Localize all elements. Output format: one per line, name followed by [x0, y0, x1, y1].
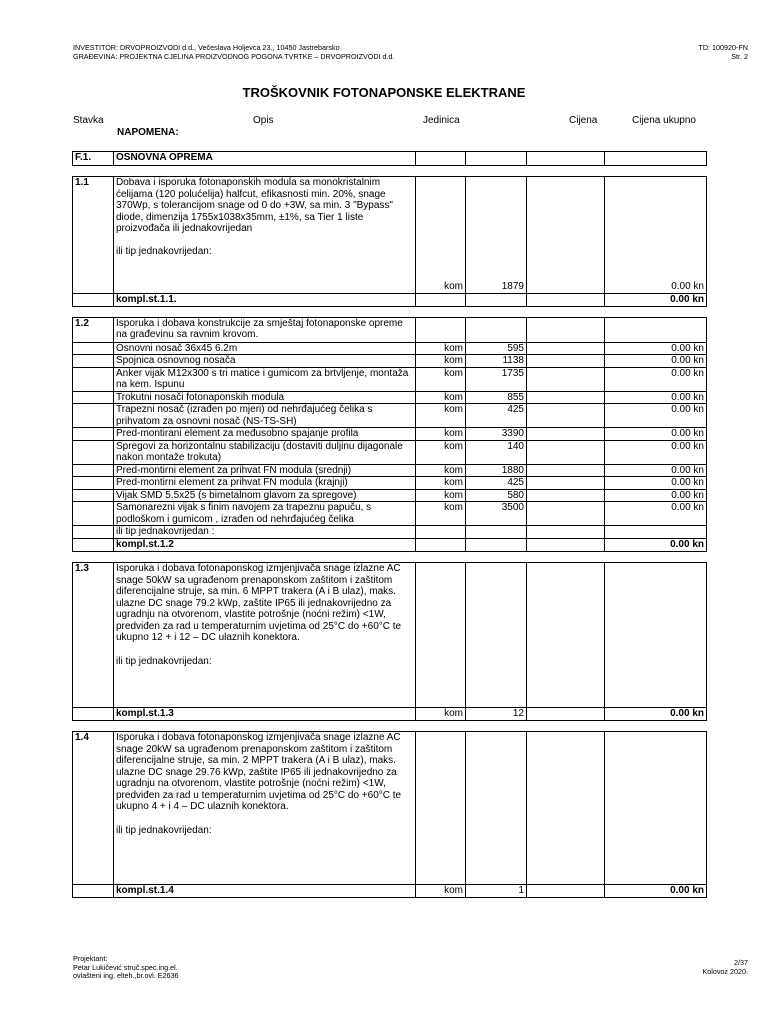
item-qty-row [73, 281, 707, 293]
qty-cell: 855 [466, 391, 527, 404]
sum-label: kompl.st.1.4 [114, 885, 416, 898]
item-alt: ili tip jednakovrijedan : [114, 526, 416, 539]
price-cell [527, 404, 605, 428]
item-row [73, 732, 707, 885]
item-subrow [73, 391, 707, 404]
price-cell [527, 355, 605, 368]
sum-total: 0.00 kn [605, 539, 707, 552]
footer-date: Kolovoz 2020. [702, 966, 748, 976]
footer-designer-name: Petar Lukičević struč.spec.ing.el. [73, 962, 178, 972]
item-alt: ili tip jednakovrijedan: [116, 245, 212, 257]
qty-cell: 140 [466, 440, 527, 464]
alt-row [73, 526, 707, 539]
item-subrow [73, 404, 707, 428]
footer-page-count: 2/37 [734, 958, 748, 967]
total-cell: 0.00 kn [605, 477, 707, 490]
qty-cell: 1735 [466, 367, 527, 391]
total-cell: 0.00 kn [605, 355, 707, 368]
sum-row [73, 708, 707, 721]
code-cell [73, 428, 114, 441]
unit-cell: kom [416, 502, 466, 526]
price-cell [527, 464, 605, 477]
qty-cell: 580 [466, 489, 527, 502]
footer-designer-license: ovlašteni ing. elteh.,br.ovl. E2636 [73, 971, 179, 980]
header-investor: INVESTITOR: DRVOPROIZVODI d.d., Večeslava Holjevca 23., 10450 Jastrebarsko [73, 43, 340, 52]
item-row [73, 563, 707, 708]
item-description-text: Isporuka i dobava fotonaponskog izmjenjivača snage izlazne AC snage 50kW sa ugrađenom prenaponskom zaštitom i zaštitom diferencijalne struje, sa min. 6 MPPT trakera (A i B ulaz), maks. ulazne DC snage 79.2 kWp, zaštite IP65 ili jednakovrijedno za ugradnju na otvorenom, vlastite potrošnje (noćni režim) <1W, predviđen za rad u temperaturnim uvjetima od 25°C do +60°C te ukupno 12 + i 12 – DC ulaznih konektora. [116, 563, 402, 643]
item-description-text: Isporuka i dobava fotonaponskog izmjenjivača snage izlazne AC snage 20kW sa ugrađenom prenaponskom zaštitom i zaštitom diferencijalne struje, sa min. 2 MPPT trakera (A i B ulaz), maks. ulazne DC snage 29.76 kWp, zaštite IP65 ili jednakovrijedno za ugradnju na otvorenom, vlastite potrošnje (noćni režim) <1W, predviđen za rad u temperaturnim uvjetima od 25°C do +60°C te ukupno 4 + i 4 – DC ulaznih konektora. [116, 732, 402, 812]
section-row-f1 [73, 152, 707, 166]
item-subrow [73, 428, 707, 441]
item-description: Osnovni nosač 36x45 6.2m [114, 342, 416, 355]
price-cell [527, 428, 605, 441]
qty-cell: 1 [466, 885, 527, 898]
item-code: 1.2 [73, 317, 114, 342]
item-description: Spregovi za horizontalnu stabilizaciju (dostaviti duljinu dijagonale nakon montaže trokuta) [114, 440, 416, 464]
sum-total: 0.00 kn [605, 885, 707, 898]
total-cell: 0.00 kn [605, 502, 707, 526]
item-row [73, 317, 707, 342]
document-title: TROŠKOVNIK FOTONAPONSKE ELEKTRANE [242, 85, 526, 100]
unit-cell: kom [416, 367, 466, 391]
code-cell [73, 391, 114, 404]
sum-total: 0.00 kn [605, 708, 707, 721]
unit-cell: kom [416, 708, 466, 721]
code-cell [73, 404, 114, 428]
code-cell [73, 355, 114, 368]
item-description [114, 732, 416, 885]
item-subrow [73, 502, 707, 526]
cost-table [72, 151, 707, 898]
code-cell [73, 477, 114, 490]
item-description: Spojnica osnovnog nosača [114, 355, 416, 368]
qty-cell: 1879 [466, 281, 527, 293]
item-subrow [73, 355, 707, 368]
section-title: OSNOVNA OPREMA [114, 152, 416, 166]
code-cell [73, 367, 114, 391]
item-code: 1.4 [73, 732, 114, 885]
price-cell [527, 502, 605, 526]
col-ukupno: Cijena ukupno [632, 115, 696, 126]
item-code: 1.1 [73, 177, 114, 282]
item-subrow [73, 489, 707, 502]
sum-row [73, 539, 707, 552]
item-subrow [73, 477, 707, 490]
col-cijena: Cijena [569, 115, 598, 126]
code-cell [73, 464, 114, 477]
unit-cell: kom [416, 477, 466, 490]
qty-cell: 1138 [466, 355, 527, 368]
total-cell: 0.00 kn [605, 428, 707, 441]
total-cell: 0.00 kn [605, 404, 707, 428]
total-cell: 0.00 kn [605, 464, 707, 477]
total-cell: 0.00 kn [605, 489, 707, 502]
note-label: NAPOMENA: [117, 127, 179, 138]
footer-right [702, 959, 748, 976]
unit-cell: kom [416, 281, 466, 293]
item-description: Isporuka i dobava konstrukcije za smještaj fotonaponske opreme na građevinu sa ravnim krovom. [114, 317, 416, 342]
item-description: Trapezni nosač (izrađen po mjeri) od nehrđajućeg čelika s prihvatom za osnovni nosač (NS-TS-SH) [114, 404, 416, 428]
price-cell [527, 440, 605, 464]
unit-cell: kom [416, 440, 466, 464]
qty-cell: 595 [466, 342, 527, 355]
unit-cell: kom [416, 885, 466, 898]
qty-cell: 425 [466, 477, 527, 490]
qty-cell: 1880 [466, 464, 527, 477]
price-cell [527, 367, 605, 391]
unit-cell: kom [416, 391, 466, 404]
col-stavka: Stavka [73, 115, 104, 126]
total-cell: 0.00 kn [605, 391, 707, 404]
item-alt: ili tip jednakovrijedan: [116, 824, 212, 836]
qty-cell: 12 [466, 708, 527, 721]
total-cell: 0.00 kn [605, 367, 707, 391]
total-cell: 0.00 kn [605, 440, 707, 464]
header-page: Str. 2 [731, 52, 748, 61]
qty-cell: 425 [466, 404, 527, 428]
section-code: F.1. [73, 152, 114, 166]
code-cell [73, 489, 114, 502]
item-description: Pred-montirani element za međusobno spajanje profila [114, 428, 416, 441]
item-subrow [73, 440, 707, 464]
price-cell [527, 489, 605, 502]
code-cell [73, 342, 114, 355]
code-cell [73, 502, 114, 526]
item-subrow [73, 464, 707, 477]
item-description: Pred-montirni element za prihvat FN modula (krajnji) [114, 477, 416, 490]
total-cell: 0.00 kn [605, 342, 707, 355]
item-description: Pred-montirni element za prihvat FN modula (srednji) [114, 464, 416, 477]
unit-cell: kom [416, 355, 466, 368]
unit-cell: kom [416, 464, 466, 477]
item-description: Trokutni nosači fotonaponskih modula [114, 391, 416, 404]
unit-cell: kom [416, 342, 466, 355]
col-opis: Opis [253, 115, 274, 126]
item-description-text: Dobava i isporuka fotonaponskih modula sa monokristalnim ćelijama (120 polućelija) halfcut, efikasnosti min. 20%, snage 370Wp, s tolerancijom snage od 0 do +3W, sa min. 3 "Bypass" diode, dimenzija 1755x1038x35mm, ±1%, sa Tier 1 liste proizvođača ili jednakovrijedan [116, 177, 393, 234]
sum-total: 0.00 kn [605, 293, 707, 306]
item-description: Vijak SMD 5.5x25 (s bimetalnom glavom za spregove) [114, 489, 416, 502]
unit-cell: kom [416, 428, 466, 441]
item-subrow [73, 342, 707, 355]
item-description [114, 177, 416, 282]
price-cell [527, 391, 605, 404]
price-cell [527, 342, 605, 355]
sum-label: kompl.st.1.1. [114, 293, 416, 306]
qty-cell: 3500 [466, 502, 527, 526]
sum-row [73, 885, 707, 898]
sum-label: kompl.st.1.3 [114, 708, 416, 721]
header-td: TD: 100920-FN [698, 43, 748, 52]
item-description [114, 563, 416, 708]
total-cell: 0.00 kn [605, 281, 707, 293]
qty-cell: 3390 [466, 428, 527, 441]
sum-row [73, 293, 707, 306]
item-description: Samonarezni vijak s finim navojem za trapeznu papuču, s podloškom i gumicom , izrađen od nehrđajućeg čelika [114, 502, 416, 526]
footer-left [73, 955, 179, 981]
item-alt: ili tip jednakovrijedan: [116, 655, 212, 667]
footer-designer-label: Projektant: [73, 954, 108, 963]
price-cell [527, 477, 605, 490]
unit-cell: kom [416, 489, 466, 502]
sum-label: kompl.st.1.2 [114, 539, 416, 552]
unit-cell: kom [416, 404, 466, 428]
col-jedinica: Jedinica [423, 115, 460, 126]
code-cell [73, 440, 114, 464]
item-subrow [73, 367, 707, 391]
item-code: 1.3 [73, 563, 114, 708]
header-building: GRAĐEVINA: PROJEKTNA CJELINA PROIZVODNOG POGONA TVRTKE – DRVOPROIZVODI d.d. [73, 52, 395, 61]
item-description: Anker vijak M12x300 s tri matice i gumicom za brtvljenje, montaža na kem. Ispunu [114, 367, 416, 391]
item-row [73, 177, 707, 282]
